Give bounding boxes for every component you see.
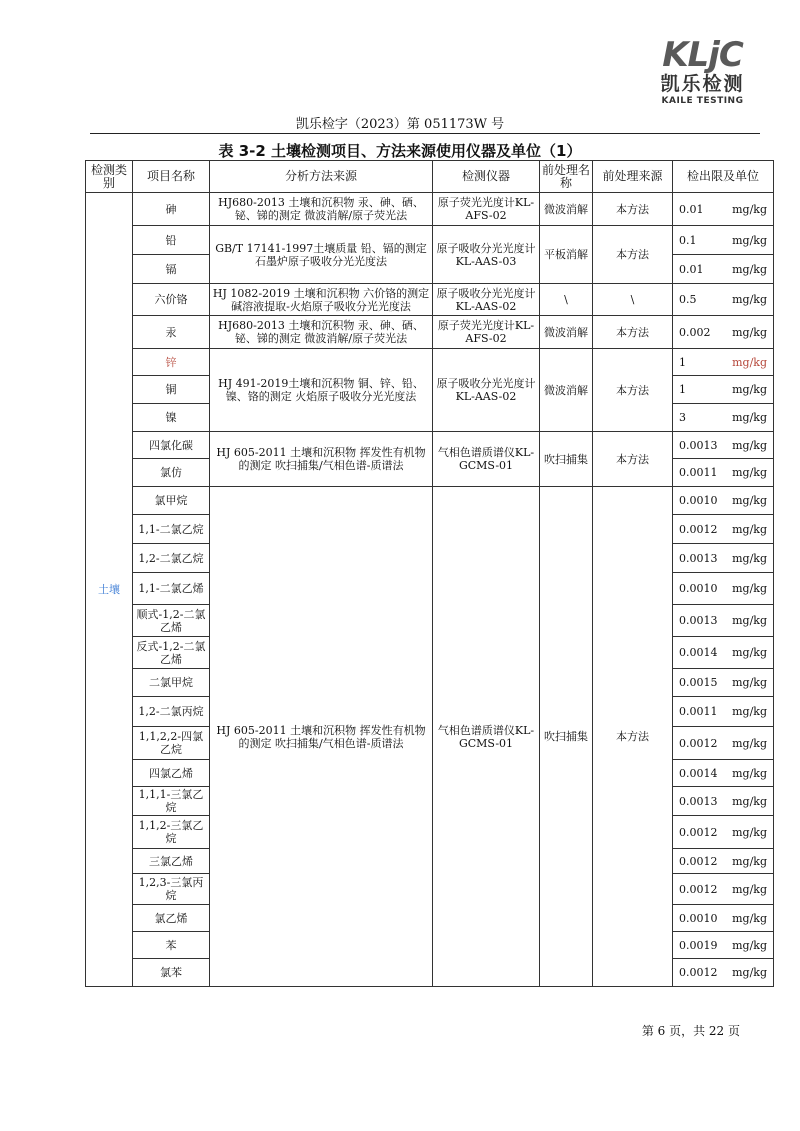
header-item: 项目名称: [133, 161, 210, 193]
limit-value: 0.0012: [679, 736, 718, 750]
limit-value: 0.01: [679, 262, 704, 276]
limit-cell: [673, 932, 774, 959]
item-name: 三氯乙烯: [133, 849, 210, 874]
limit-unit: mg/kg: [732, 966, 767, 979]
logo-name-en: KAILE TESTING: [661, 96, 744, 106]
pretreat-source-cell: 本方法: [593, 432, 673, 487]
pretreat-source-cell: \: [593, 284, 673, 316]
pretreat-source-cell: 本方法: [593, 487, 673, 987]
item-name: 反式-1,2-二氯乙烯: [133, 637, 210, 669]
limit-unit: mg/kg: [732, 676, 767, 689]
instrument-cell: 原子荧光光度计KL-AFS-02: [433, 193, 540, 226]
logo-mark: KLjC: [662, 35, 743, 75]
pretreat-source-cell: 本方法: [593, 349, 673, 432]
limit-unit: mg/kg: [732, 794, 767, 808]
limit-unit: mg/kg: [732, 202, 767, 216]
limit-cell: [673, 669, 774, 697]
header-divider: [90, 133, 760, 134]
table-row: [86, 284, 774, 316]
limit-unit: mg/kg: [732, 882, 767, 896]
instrument-cell: 气相色谱质谱仪KL-GCMS-01: [433, 487, 540, 987]
limit-cell: [673, 849, 774, 874]
item-name: 氯苯: [133, 959, 210, 987]
limit-value: 0.002: [679, 325, 711, 339]
pretreat-name-cell: 微波消解: [540, 193, 593, 226]
limit-value: 0.0010: [679, 494, 718, 507]
item-name: 1,1,2,2-四氯乙烷: [133, 727, 210, 760]
logo-name-cn: 凯乐检测: [660, 73, 745, 95]
limit-cell: [673, 727, 774, 760]
limit-unit: mg/kg: [732, 355, 767, 369]
pretreat-name-cell: \: [540, 284, 593, 316]
header-pretreat-source: 前处理来源: [593, 161, 673, 193]
item-name: 六价铬: [133, 284, 210, 316]
limit-cell: [673, 573, 774, 605]
header-instrument: 检测仪器: [433, 161, 540, 193]
limit-unit: mg/kg: [732, 494, 767, 507]
item-name: 1,2-二氯丙烷: [133, 697, 210, 727]
limit-value: 0.0014: [679, 766, 718, 780]
limit-value: 0.0019: [679, 938, 718, 952]
limit-cell: [673, 404, 774, 432]
limit-cell: [673, 226, 774, 255]
limit-cell: [673, 787, 774, 816]
item-name: 氯乙烯: [133, 905, 210, 932]
limit-cell: [673, 459, 774, 487]
table-title: 表 3-2 土壤检测项目、方法来源使用仪器及单位（1）: [218, 142, 582, 160]
header-limit: 检出限及单位: [673, 161, 774, 193]
item-name: 镉: [133, 255, 210, 284]
item-name: 1,2,3-三氯丙烷: [133, 874, 210, 905]
item-name: 1,1-二氯乙烯: [133, 573, 210, 605]
limit-value: 1: [679, 355, 686, 369]
limit-unit: mg/kg: [732, 233, 767, 247]
method-cell: HJ 605-2011 土壤和沉积物 挥发性有机物的测定 吹扫捕集/气相色谱-质谱法: [210, 432, 433, 487]
limit-cell: [673, 284, 774, 316]
limit-unit: mg/kg: [732, 825, 767, 839]
limit-unit: mg/kg: [732, 383, 767, 396]
limit-value: 0.0014: [679, 646, 718, 659]
limit-cell: [673, 316, 774, 349]
table-row: [86, 193, 774, 226]
page-number: 第 6 页，共 22 页: [641, 1024, 740, 1038]
instrument-cell: 原子荧光光度计KL-AFS-02: [433, 316, 540, 349]
item-name: 砷: [133, 193, 210, 226]
limit-unit: mg/kg: [732, 262, 767, 276]
limit-cell: [673, 376, 774, 404]
table-row: [86, 487, 774, 515]
limit-unit: mg/kg: [732, 551, 767, 565]
limit-unit: mg/kg: [732, 854, 767, 868]
limit-value: 0.0010: [679, 911, 718, 925]
limit-unit: mg/kg: [732, 325, 767, 339]
pretreat-source-cell: 本方法: [593, 316, 673, 349]
instrument-cell: 原子吸收分光光度计KL-AAS-02: [433, 349, 540, 432]
limit-cell: [673, 193, 774, 226]
item-name: 四氯化碳: [133, 432, 210, 459]
instrument-cell: 原子吸收分光光度计KL-AAS-02: [433, 284, 540, 316]
limit-value: 0.0013: [679, 794, 718, 808]
header-method: 分析方法来源: [210, 161, 433, 193]
pretreat-name-cell: 平板消解: [540, 226, 593, 284]
limit-cell: [673, 905, 774, 932]
limit-cell: [673, 605, 774, 637]
item-name: 锌: [133, 349, 210, 376]
item-name: 苯: [133, 932, 210, 959]
pretreat-name-cell: 微波消解: [540, 316, 593, 349]
item-name: 汞: [133, 316, 210, 349]
table-row: [86, 349, 774, 376]
limit-cell: [673, 874, 774, 905]
limit-value: 0.0011: [679, 466, 718, 479]
limit-unit: mg/kg: [732, 938, 767, 952]
item-name: 氯仿: [133, 459, 210, 487]
item-name: 顺式-1,2-二氯乙烯: [133, 605, 210, 637]
limit-cell: [673, 816, 774, 849]
limit-value: 0.0013: [679, 551, 718, 565]
category-cell: 土壤: [86, 193, 133, 987]
limit-value: 0.0013: [679, 614, 718, 627]
method-cell: HJ 1082-2019 土壤和沉积物 六价铬的测定 碱溶液提取-火焰原子吸收分光光度法: [210, 284, 433, 316]
limit-cell: [673, 544, 774, 573]
limit-cell: [673, 515, 774, 544]
table-row: [86, 316, 774, 349]
pretreat-name-cell: 吹扫捕集: [540, 432, 593, 487]
limit-value: 0.0012: [679, 966, 718, 979]
item-name: 铅: [133, 226, 210, 255]
limit-cell: [673, 959, 774, 987]
limit-cell: [673, 349, 774, 376]
limit-cell: [673, 760, 774, 787]
limit-unit: mg/kg: [732, 438, 767, 452]
pretreat-name-cell: 微波消解: [540, 349, 593, 432]
limit-value: 0.01: [679, 202, 704, 216]
method-cell: HJ680-2013 土壤和沉积物 汞、砷、硒、铋、锑的测定 微波消解/原子荧光法: [210, 316, 433, 349]
limit-unit: mg/kg: [732, 705, 767, 718]
item-name: 1,1,2-三氯乙烷: [133, 816, 210, 849]
limit-value: 0.0012: [679, 882, 718, 896]
limit-value: 0.0015: [679, 676, 718, 689]
limit-unit: mg/kg: [732, 614, 767, 627]
limit-cell: [673, 255, 774, 284]
limit-value: 0.5: [679, 293, 697, 306]
method-cell: HJ680-2013 土壤和沉积物 汞、砷、硒、铋、锑的测定 微波消解/原子荧光法: [210, 193, 433, 226]
limit-unit: mg/kg: [732, 646, 767, 659]
limit-unit: mg/kg: [732, 411, 767, 424]
limit-value: 0.0011: [679, 705, 718, 718]
limit-value: 1: [679, 383, 686, 396]
pretreat-source-cell: 本方法: [593, 193, 673, 226]
item-name: 1,1,1-三氯乙烷: [133, 787, 210, 816]
table-header-row: [86, 161, 774, 193]
instrument-cell: 气相色谱质谱仪KL-GCMS-01: [433, 432, 540, 487]
limit-unit: mg/kg: [732, 766, 767, 780]
limit-value: 0.0012: [679, 522, 718, 536]
table-row: [86, 432, 774, 459]
limit-cell: [673, 637, 774, 669]
limit-value: 0.0013: [679, 438, 718, 452]
limit-value: 0.1: [679, 233, 697, 247]
pretreat-source-cell: 本方法: [593, 226, 673, 284]
limit-unit: mg/kg: [732, 522, 767, 536]
limit-unit: mg/kg: [732, 293, 767, 306]
limit-unit: mg/kg: [732, 911, 767, 925]
item-name: 四氯乙烯: [133, 760, 210, 787]
limit-unit: mg/kg: [732, 736, 767, 750]
item-name: 氯甲烷: [133, 487, 210, 515]
limit-value: 0.0010: [679, 582, 718, 595]
header-category: 检测类别: [86, 161, 133, 193]
pretreat-name-cell: 吹扫捕集: [540, 487, 593, 987]
method-cell: HJ 491-2019土壤和沉积物 铜、锌、铅、镍、铬的测定 火焰原子吸收分光光度法: [210, 349, 433, 432]
limit-unit: mg/kg: [732, 466, 767, 479]
table-row: [86, 226, 774, 255]
report-number: 凯乐检字（2023）第 051173W 号: [295, 117, 505, 132]
limit-value: 0.0012: [679, 854, 718, 868]
item-name: 铜: [133, 376, 210, 404]
item-name: 1,1-二氯乙烷: [133, 515, 210, 544]
limit-value: 3: [679, 411, 686, 424]
limit-unit: mg/kg: [732, 582, 767, 595]
limit-cell: [673, 432, 774, 459]
item-name: 镍: [133, 404, 210, 432]
header-pretreat-name: 前处理名称: [540, 161, 593, 193]
instrument-cell: 原子吸收分光光度计KL-AAS-03: [433, 226, 540, 284]
item-name: 二氯甲烷: [133, 669, 210, 697]
limit-value: 0.0012: [679, 825, 718, 839]
test-items-table: [85, 160, 774, 987]
method-cell: GB/T 17141-1997土壤质量 铅、镉的测定 石墨炉原子吸收分光光度法: [210, 226, 433, 284]
item-name: 1,2-二氯乙烷: [133, 544, 210, 573]
method-cell: HJ 605-2011 土壤和沉积物 挥发性有机物的测定 吹扫捕集/气相色谱-质谱法: [210, 487, 433, 987]
company-logo: [645, 35, 760, 106]
limit-cell: [673, 697, 774, 727]
limit-cell: [673, 487, 774, 515]
